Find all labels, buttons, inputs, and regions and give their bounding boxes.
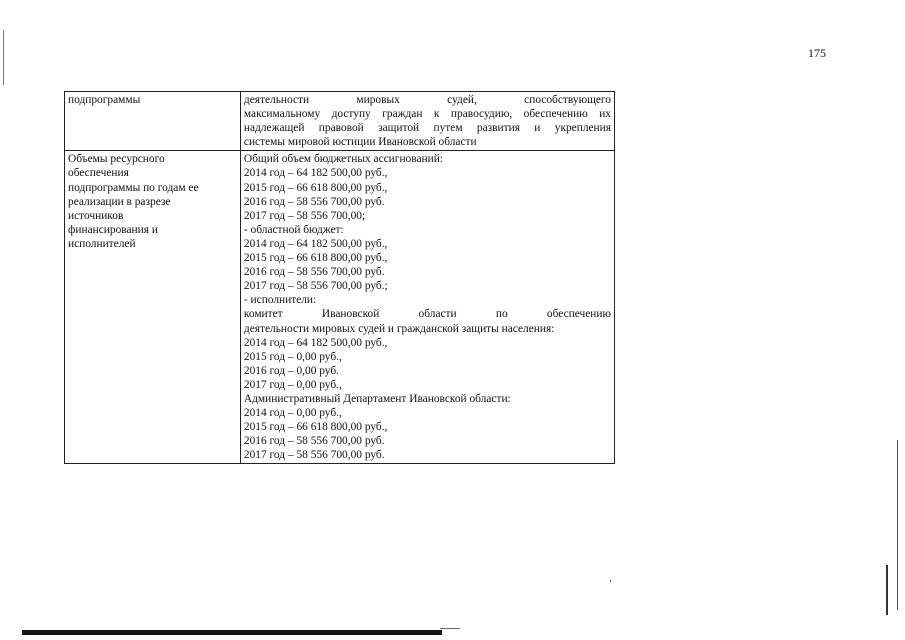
text-line: 2016 год – 58 556 700,00 руб. — [243, 435, 385, 448]
text-line: 2014 год – 64 182 500,00 руб., — [243, 336, 388, 349]
cell-text: подпрограммы — [68, 94, 141, 106]
scan-artifact-bottom-bar — [22, 630, 442, 635]
cell-label-funding — [65, 151, 241, 464]
text-line: 2015 год – 66 618 800,00 руб., — [243, 181, 388, 194]
text-line: максимальному доступу граждан к правосудию, обеспечению их — [243, 108, 611, 121]
text-line: системы мировой юстиции Ивановской области — [243, 136, 477, 149]
text-line: обеспечения — [68, 167, 129, 180]
text-line: исполнителей — [68, 237, 136, 250]
text-line: финансирования и — [68, 223, 158, 236]
text-line: 2016 год – 58 556 700,00 руб. — [243, 266, 385, 279]
text-line: 2014 год – 0,00 руб., — [243, 407, 342, 420]
table-row-subprogram-goal — [65, 92, 615, 151]
text-line: источников — [68, 209, 124, 222]
text-line: 2015 год – 0,00 руб., — [243, 350, 342, 363]
text-line: подпрограммы по годам ее — [68, 181, 199, 194]
text-line: 2017 год – 58 556 700,00; — [243, 209, 366, 222]
text-line: реализации в разрезе — [68, 195, 171, 208]
text-line: комитет Ивановской области по обеспечению — [243, 308, 611, 321]
text-line: - исполнители: — [243, 294, 317, 307]
text-line: 2014 год – 64 182 500,00 руб., — [243, 167, 388, 180]
cell-funding-details — [240, 151, 614, 464]
cell-label-subprogram — [65, 92, 241, 151]
table-row-funding — [65, 151, 615, 464]
text-line: Общий объем бюджетных ассигнований: — [243, 153, 443, 166]
scan-artifact-dot — [610, 580, 611, 582]
text-line: Объемы ресурсного — [68, 153, 165, 166]
text-line: 2014 год – 64 182 500,00 руб., — [243, 237, 388, 250]
text-line: 2017 год – 58 556 700,00 руб.; — [243, 280, 388, 293]
cell-goal-text — [240, 92, 614, 151]
text-line: 2015 год – 66 618 800,00 руб., — [243, 252, 388, 265]
text-line: - областной бюджет: — [243, 223, 344, 236]
text-line: 2017 год – 0,00 руб., — [243, 378, 342, 391]
text-line: деятельности мировых судей и гражданской защиты населения: — [243, 322, 555, 335]
scan-artifact-right-edge — [897, 440, 898, 610]
scan-artifact-bottom-line — [440, 628, 460, 629]
text-line: 2017 год – 58 556 700,00 руб. — [243, 449, 385, 462]
text-line: 2015 год – 66 618 800,00 руб., — [243, 421, 388, 434]
scan-artifact-right-edge — [886, 565, 888, 615]
scan-artifact-left-edge — [3, 30, 4, 85]
text-line: деятельности мировых судей, способствующего — [243, 94, 611, 106]
page-number: 175 — [808, 46, 826, 60]
text-line: надлежащей правовой защитой путем развития и укрепления — [243, 122, 611, 135]
subprogram-passport-table — [64, 91, 615, 464]
text-line: 2016 год – 0,00 руб. — [243, 364, 339, 377]
text-line: Административный Департамент Ивановской области: — [243, 392, 511, 405]
text-line: 2016 год – 58 556 700,00 руб. — [243, 195, 385, 208]
